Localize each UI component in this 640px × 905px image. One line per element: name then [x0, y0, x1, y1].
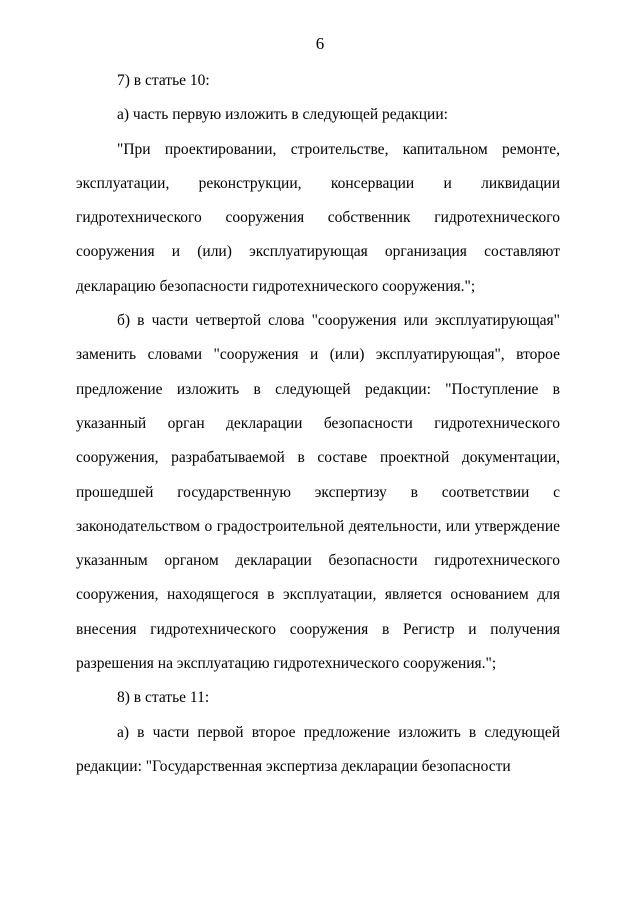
paragraph-subitem-a-2: а) в части первой второе предложение изложить в следующей редакции: "Государственная экспертиза декларации безопасности — [76, 723, 560, 775]
paragraph-item-7: 7) в статье 10: — [117, 72, 210, 89]
paragraph-subitem-a: а) часть первую изложить в следующей редакции: — [117, 106, 448, 124]
paragraph-subitem-b: б) в части четвертой слова "сооружения или эксплуатирующая" заменить словами "сооружения и (или) эксплуатирующая", второе предложение изложить в следующей редакции: "Поступление в указанный орган декларации безопасности гидротехнического сооружения, разрабатываемой в составе проектной документации, прошедшей государственную экспертизу в соответствии с законодательством о градостроительной деятельности, или утверждение указанным органом декларации безопасности гидротехнического сооружения, находящегося в эксплуатации, является основанием для внесения гидротехнического сооружения в Регистр и получения разрешения на эксплуатацию гидротехнического сооружения."; — [76, 312, 560, 673]
paragraph-item-8: 8) в статье 11: — [117, 689, 210, 707]
page-number: 6 — [315, 34, 325, 53]
quoted-text-paragraph: "При проектировании, строительстве, капитальном ремонте, эксплуатации, реконструкции, консервации и ликвидации гидротехнического сооружения собственник гидротехнического сооружения и (или) эксплуатирующая организация составляют декларацию безопасности гидротехнического сооружения."; — [76, 140, 560, 295]
document-body — [76, 64, 560, 784]
